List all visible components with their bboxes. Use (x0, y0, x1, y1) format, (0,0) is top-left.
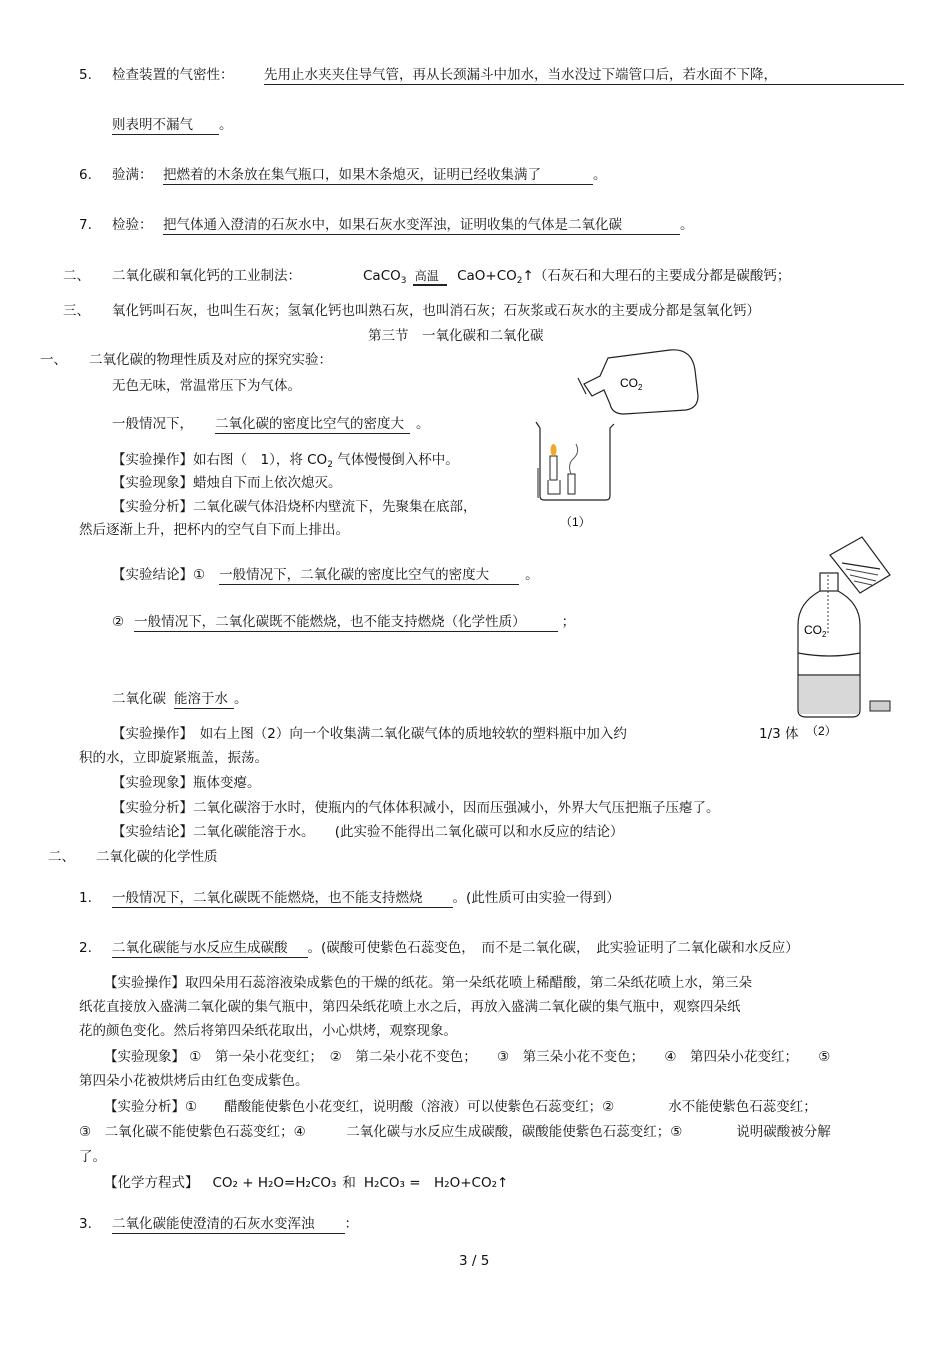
chemical-equation-line (104, 1174, 508, 1192)
concl2-prefix: ② (112, 614, 125, 630)
chem-item-1-number: 1. (79, 890, 92, 906)
density-end: 。 (416, 416, 430, 432)
section-2-label: 二氧化碳和氧化钙的工业制法： (112, 268, 301, 284)
sol-end: 。 (234, 691, 248, 707)
concl2-end: ； (561, 614, 576, 630)
op1-sub: 2 (327, 460, 333, 470)
density-statement (112, 415, 430, 434)
experiment-1-analysis-b: 然后逐渐上升，把杯内的空气自下而上排出。 (79, 522, 349, 538)
density-prefix: 一般情况下， (112, 416, 193, 432)
experiment-3-analysis-b: ③ 二氧化碳不能使紫色石蕊变红；④ 二氧化碳与水反应生成碳酸，碳酸能使紫色石蕊变红；⑤ 说明碳酸被分解 (79, 1124, 831, 1140)
candles (548, 444, 578, 494)
chemical-number: 二、 (48, 849, 75, 865)
equation-condition-bar (413, 284, 447, 286)
experiment-2-analysis: 【实验分析】二氧化碳溶于水时，使瓶内的气体体积减小，因而压强减小，外界大气压把瓶子压瘪了。 (112, 800, 720, 816)
concl-prefix: 【实验结论】① (112, 567, 206, 583)
item-6-answer (163, 166, 607, 185)
figure-1-gas-label: $CO_2$ (620, 376, 643, 392)
item-6-number: 6. (79, 167, 92, 183)
chem-3-end: ： (344, 1216, 358, 1232)
chem-1-answer: 一般情况下，二氧化碳既不能燃烧，也不能支持燃烧 (112, 889, 453, 908)
figure-1-caption: （1） (560, 515, 591, 529)
experiment-2-phenomenon: 【实验现象】瓶体变瘪。 (112, 775, 261, 791)
solubility-statement (112, 690, 248, 709)
item-7-number: 7. (79, 217, 92, 233)
section-3-number: 三、 (63, 303, 90, 319)
equation-reactant: CaCO (363, 268, 401, 284)
experiment-2-operation-b: 积的水，立即旋紧瓶盖，振荡。 (79, 750, 268, 766)
item-5-answer-text-2: 则表明不漏气 (112, 116, 219, 135)
experiment-3-analysis-a: 【实验分析】① 醋酸能使紫色小花变红，说明酸（溶液）可以使紫色石蕊变红；② 水不能使紫色石蕊变红； (104, 1099, 817, 1115)
concl1-end: 。 (525, 567, 539, 583)
conclusion-1 (112, 566, 539, 585)
concl1-answer: 一般情况下，二氧化碳的密度比空气的密度大 (219, 566, 519, 585)
op1-rest: 气体慢慢倒入杯中。 (332, 452, 459, 468)
physical-line1: 无色无味，常温常压下为气体。 (112, 378, 301, 394)
sol-answer: 能溶于水 (174, 690, 234, 709)
water-in-bottle (799, 676, 859, 714)
figure-2-gas-label: $CO_2$ (804, 623, 827, 639)
co2-gas-bottle (578, 350, 698, 414)
experiment-1-analysis-a: 【实验分析】二氧化碳气体沿烧杯内壁流下，先聚集在底部， (112, 499, 477, 515)
chem-item-2 (112, 939, 799, 958)
experiment-2-conclusion: 【实验结论】二氧化碳能溶于水。 (此实验不能得出二氧化碳可以和水反应的结论） (112, 824, 624, 840)
item-6-end: 。 (593, 167, 607, 183)
figure-2-bottle-experiment (790, 535, 900, 745)
sol-prefix: 二氧化碳 (112, 691, 166, 707)
chem-2-answer: 二氧化碳能与水反应生成碳酸 (112, 939, 308, 958)
chemical-heading: 二氧化碳的化学性质 (96, 849, 218, 865)
experiment-3-operation-a: 【实验操作】取四朵用石蕊溶液染成紫色的干燥的纸花。第一朵纸花喷上稀醋酸，第二朵纸花喷上水，第三朵 (104, 975, 752, 991)
page-number: 3 / 5 (459, 1253, 490, 1269)
conclusion-2 (112, 613, 575, 632)
figure-2-caption: （2） (806, 724, 837, 738)
experiment-3-operation-c: 花的颜色变化。然后将第四朵纸花取出，小心烘烤，观察现象。 (79, 1023, 457, 1039)
physical-heading: 二氧化碳的物理性质及对应的探究实验： (89, 352, 332, 368)
op1-text: 【实验操作】如右图（ 1），将 CO (112, 452, 328, 468)
item-7-label: 检验： (112, 217, 153, 233)
item-5-end: 。 (219, 117, 233, 133)
candle-flame-icon (551, 444, 557, 456)
water-beaker (830, 537, 890, 593)
eq-label: 【化学方程式】 (104, 1175, 199, 1191)
experiment-3-phenomenon-b: 第四朵小花被烘烤后由红色变成紫色。 (79, 1073, 309, 1089)
density-answer: 二氧化碳的密度比空气的密度大 (215, 415, 410, 434)
physical-number: 一、 (40, 352, 67, 368)
eq-and: 和 (342, 1175, 356, 1191)
item-5-answer-line2 (112, 116, 233, 135)
item-5-label: 检查装置的气密性： (112, 67, 234, 83)
item-7-answer-text: 把气体通入澄清的石灰水中，如果石灰水变浑浊，证明收集的气体是二氧化碳 (163, 216, 680, 235)
equation-condition-text: 高温 (414, 269, 439, 283)
experiment-3-operation-b: 纸花直接放入盛满二氧化碳的集气瓶中，第四朵纸花喷上水之后，再放入盛满二氧化碳的集气瓶中，观察四朵纸 (79, 999, 741, 1015)
section-2-number: 二、 (63, 268, 90, 284)
experiment-2-fraction: 1/3 体 (759, 726, 799, 742)
item-6-label: 验满： (112, 167, 153, 183)
equation-reactant-sub: 3 (400, 276, 407, 286)
experiment-1-phenomenon: 【实验现象】蜡烛自下而上依次熄灭。 (112, 475, 342, 491)
item-7-answer (163, 216, 694, 235)
item-5-answer-line1 (264, 66, 904, 85)
experiment-1-operation (112, 451, 459, 471)
chem-item-3 (112, 1215, 358, 1234)
item-6-answer-text: 把燃着的木条放在集气瓶口，如果木条熄灭，证明已经收集满了 (163, 166, 593, 185)
experiment-3-analysis-c: 了。 (79, 1149, 106, 1165)
experiment-3-phenomenon-a: 【实验现象】 ① 第一朵小花变红； ② 第二朵小花不变色； ③ 第三朵小花不变色； ④ 第四朵小花变红； ⑤ (104, 1049, 831, 1065)
chem-2-rest: 。(碳酸可使紫色石蕊变色， 而不是二氧化碳， 此实验证明了二氧化碳和水反应） (307, 940, 799, 956)
chem-3-answer: 二氧化碳能使澄清的石灰水变浑浊 (112, 1215, 345, 1234)
item-5-answer-text-1: 先用止水夹夹住导气管，再从长颈漏斗中加水，当水没过下端管口后，若水面不下降， (264, 66, 904, 85)
industrial-equation (363, 267, 790, 287)
bottle-cap (870, 701, 890, 711)
figure-1-candle-experiment (520, 348, 700, 538)
equation-products: CaO+CO (457, 268, 517, 284)
chem-item-1 (112, 889, 620, 908)
eq-1: CO₂ + H₂O=H₂CO₃ (212, 1175, 337, 1191)
chem-item-3-number: 3. (79, 1216, 92, 1232)
item-5-number: 5. (79, 67, 92, 83)
equation-products-sub: 2 (516, 276, 523, 286)
item-7-end: 。 (680, 217, 694, 233)
experiment-2-operation-a: 【实验操作】 如右上图（2）向一个收集满二氧化碳气体的质地较软的塑料瓶中加入约 (112, 726, 627, 742)
concl2-answer: 一般情况下，二氧化碳既不能燃烧，也不能支持燃烧（化学性质） (134, 613, 558, 632)
chem-1-rest: 。(此性质可由实验一得到） (452, 890, 620, 906)
chem-item-2-number: 2. (79, 940, 92, 956)
equation-rest: ↑（石灰石和大理石的主要成分都是碳酸钙； (522, 268, 791, 284)
chapter-title: 第三节 一氧化碳和二氧化碳 (368, 328, 544, 344)
section-3-text: 氧化钙叫石灰，也叫生石灰；氢氧化钙也叫熟石灰，也叫消石灰；石灰浆或石灰水的主要成分都是氢氧化钙） (112, 303, 760, 319)
eq-2: H₂CO₃ = H₂O+CO₂↑ (363, 1175, 509, 1191)
